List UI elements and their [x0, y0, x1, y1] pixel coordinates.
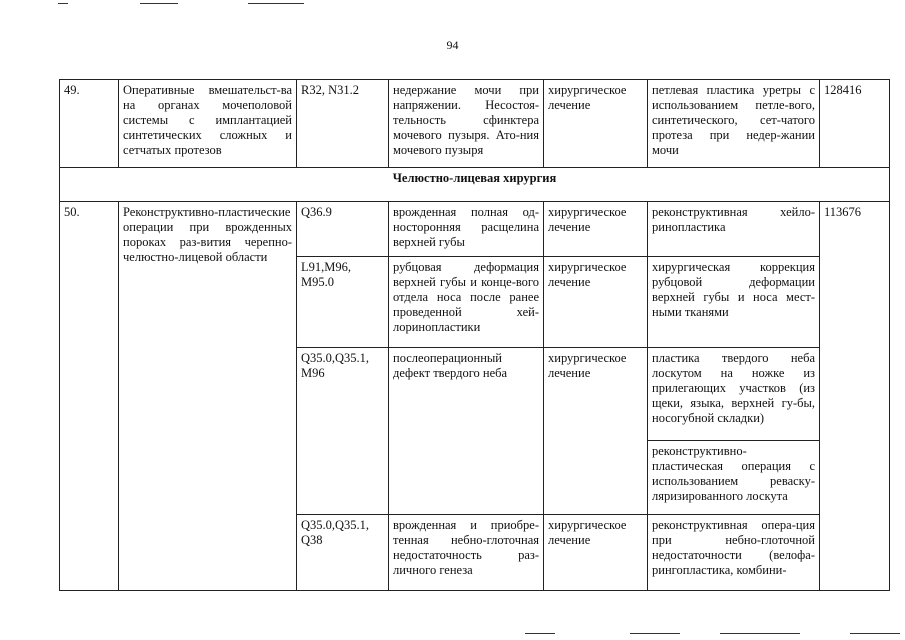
scan-mark [58, 3, 68, 4]
procedure-group: Оперативные вмешательст-ва на органах мочеполовой системы с имплантацией синтетических сложных и сетчатых протезов [119, 80, 297, 168]
treatment-type: хирургическое лечение [544, 80, 648, 168]
treatment-type: хирургическое лечение [544, 348, 648, 515]
treatment-method: петлевая пластика уретры с использованием петле-вого, синтетического, сет-чатого протеза при недер-жании мочи [648, 80, 820, 168]
scan-mark [248, 3, 304, 4]
icd-code: L91,M96, M95.0 [297, 257, 389, 348]
patient-model: врожденная полная од-носторонняя расщелина верхней губы [389, 202, 544, 257]
treatment-type: хирургическое лечение [544, 515, 648, 591]
patient-model: послеоперационный дефект твердого неба [389, 348, 544, 515]
treatment-type: хирургическое лечение [544, 257, 648, 348]
row-number-empty [60, 515, 119, 591]
patient-model: рубцовая деформация верхней губы и конце-вого отдела носа после ранее проведенной хей-лоринопластики [389, 257, 544, 348]
section-row [60, 168, 890, 202]
cost-value: 113676 [820, 202, 890, 515]
scan-mark [140, 3, 178, 4]
patient-model: недержание мочи при напряжении. Несостоя-тельность сфинктера мочевого пузыря. Ато-ния мочевого пузыря [389, 80, 544, 168]
treatment-method: реконструктивная опера-ция при небно-глоточной недостаточности (велофа-рингопластика, комбини- [648, 515, 820, 591]
icd-code: Q35.0,Q35.1, M96 [297, 348, 389, 515]
row-number: 49. [60, 80, 119, 168]
scan-mark [720, 633, 800, 634]
patient-model: врожденная и приобре-тенная небно-глоточная недостаточность раз-личного генеза [389, 515, 544, 591]
scan-mark [630, 633, 680, 634]
procedure-group-empty [119, 515, 297, 591]
icd-code: R32, N31.2 [297, 80, 389, 168]
icd-code: Q36.9 [297, 202, 389, 257]
icd-code: Q35.0,Q35.1, Q38 [297, 515, 389, 591]
procedures-table [59, 79, 890, 591]
treatment-method: хирургическая коррекция рубцовой деформации верхней губы и носа мест-ными тканями [648, 257, 820, 348]
row-number: 50. [60, 202, 119, 515]
section-title: Челюстно-лицевая хирургия [60, 168, 890, 202]
cost-empty [820, 515, 890, 591]
treatment-type: хирургическое лечение [544, 202, 648, 257]
treatment-method: реконструктивно-пластическая операция с использованием реваску-ляризированного лоскута [648, 441, 820, 515]
procedure-group: Реконструктивно-пластические операции при врожденных пороках раз-вития черепно-челюстно-лицевой области [119, 202, 297, 515]
page-number: 94 [446, 38, 459, 52]
table-row [60, 202, 890, 257]
scan-mark [525, 633, 555, 634]
cost-value: 128416 [820, 80, 890, 168]
table-row [60, 515, 890, 591]
treatment-method: реконструктивная хейло-ринопластика [648, 202, 820, 257]
scan-mark [850, 633, 900, 634]
table-row [60, 80, 890, 168]
treatment-method: пластика твердого неба лоскутом на ножке из прилегающих участков (из щеки, языка, верхней гу-бы, носогубной складки) [648, 348, 820, 441]
